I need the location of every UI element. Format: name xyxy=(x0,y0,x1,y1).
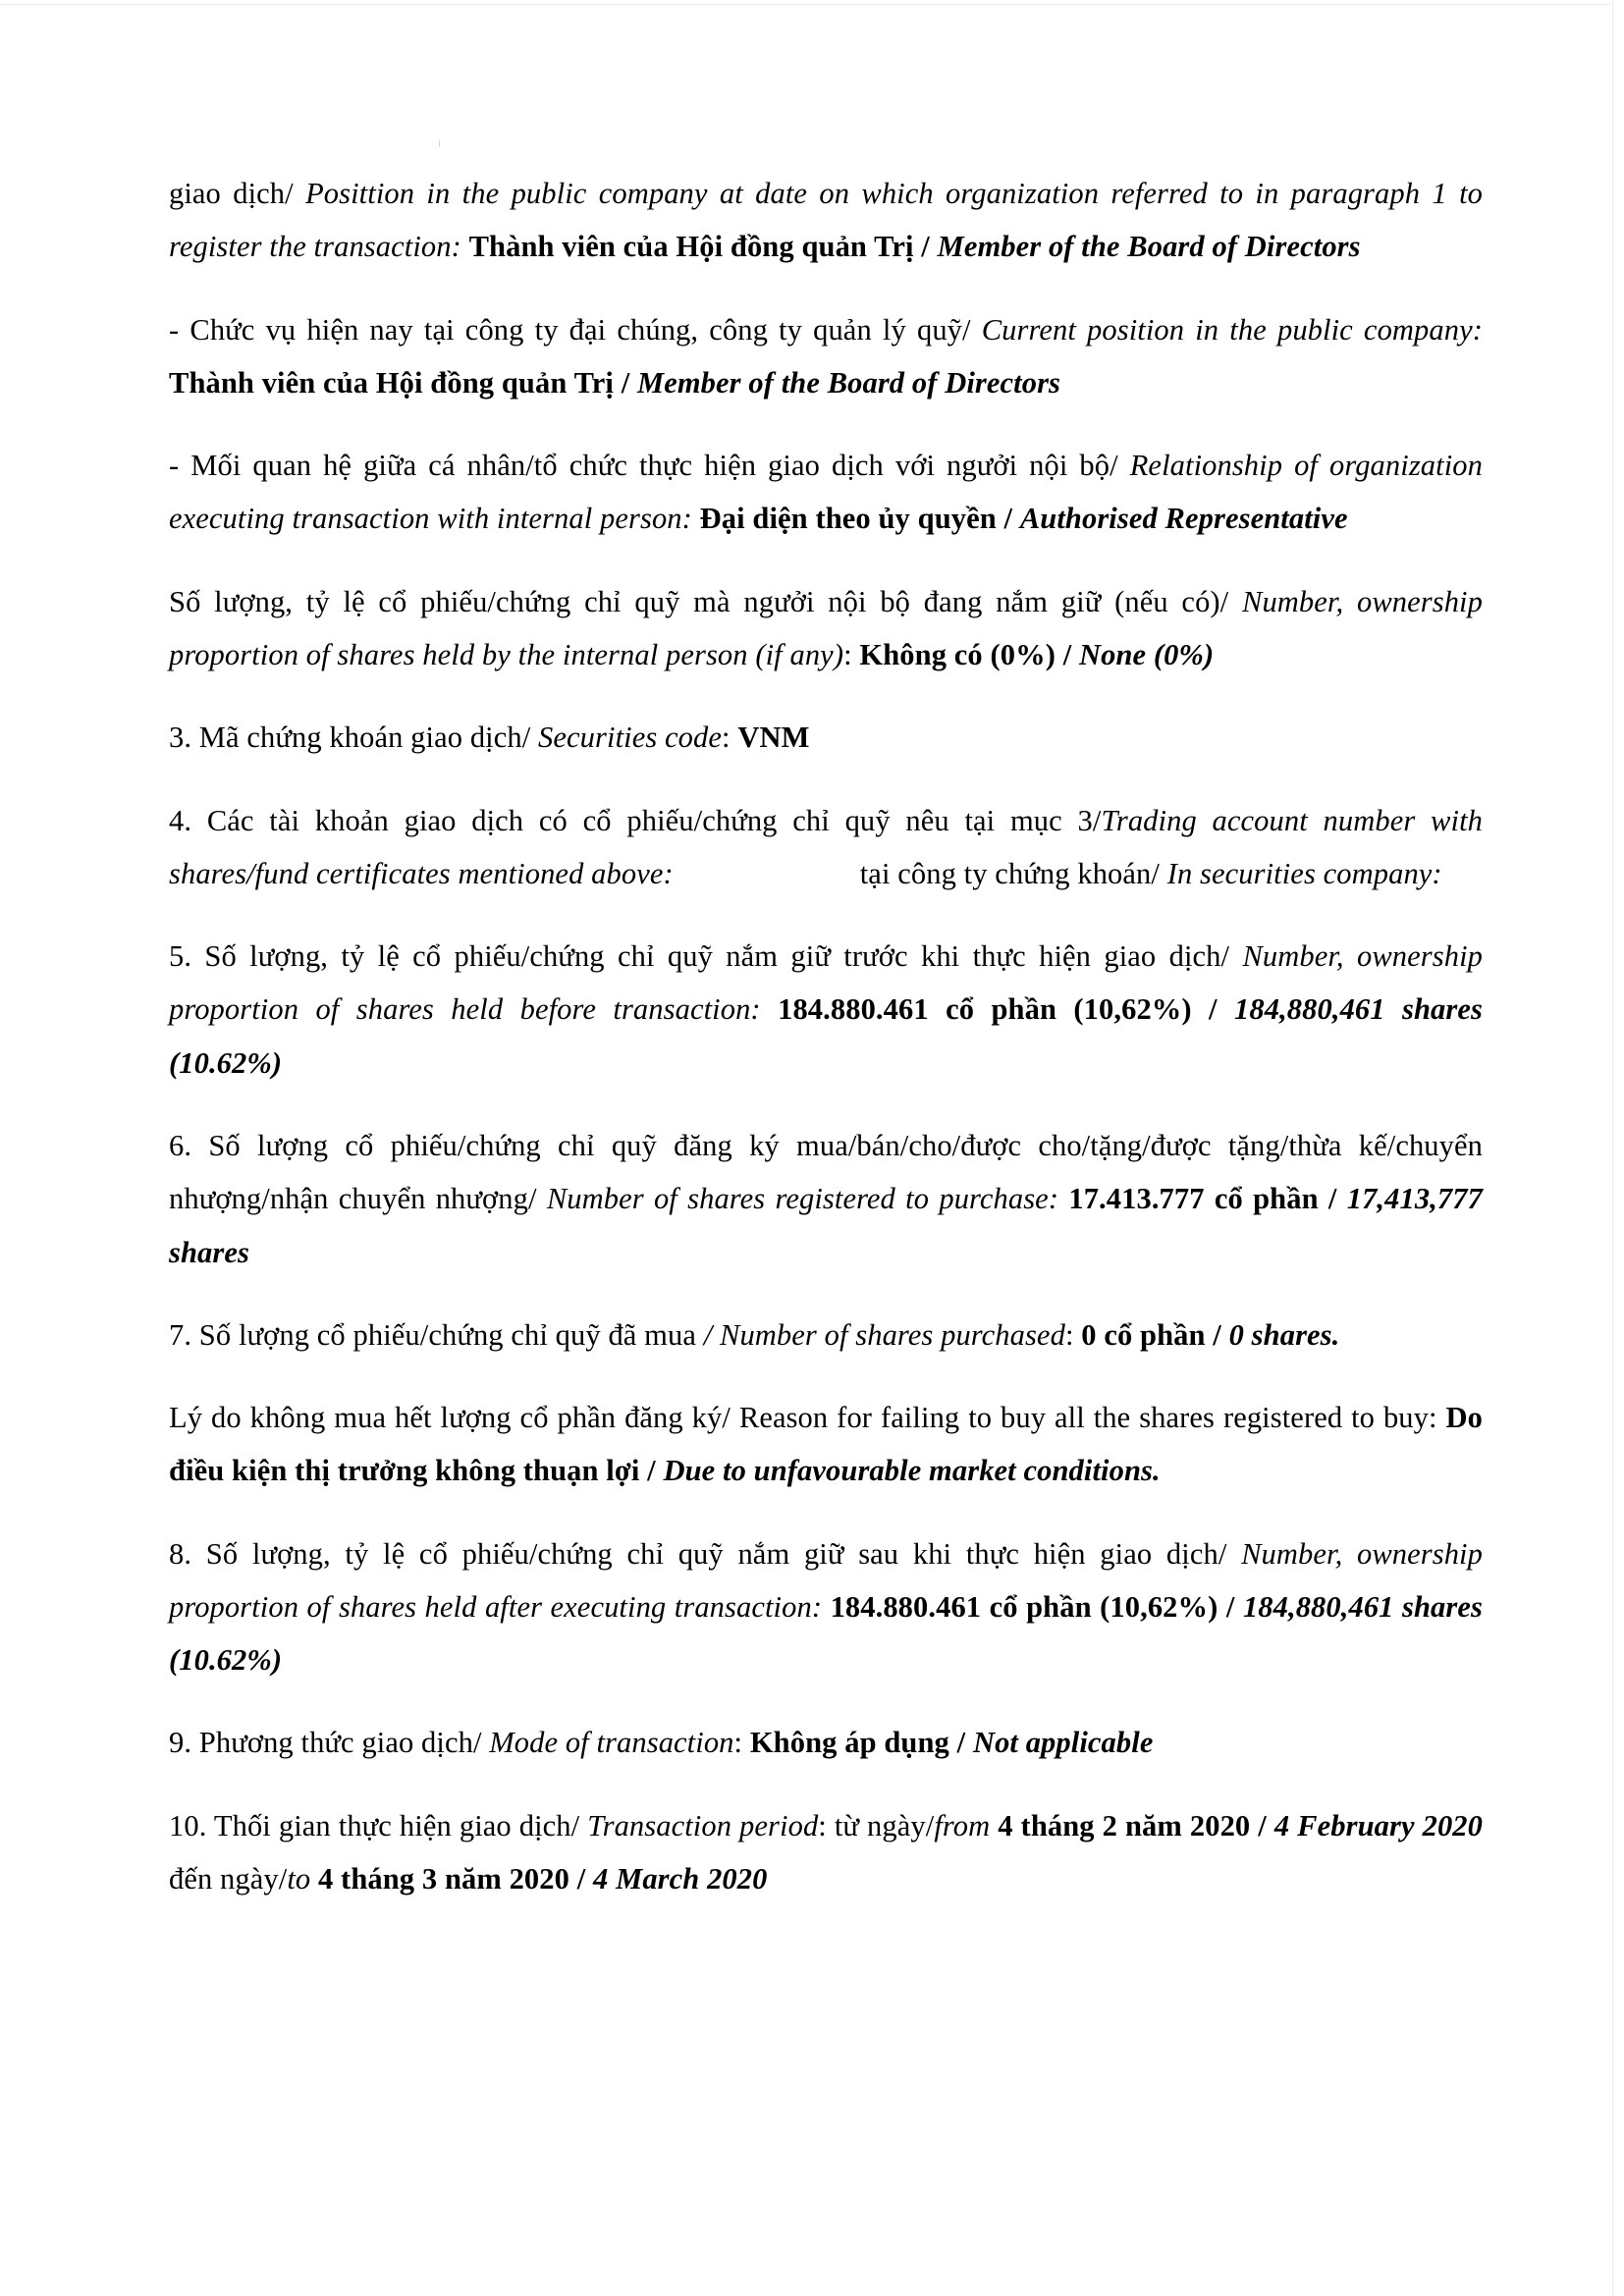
text-run: 4 tháng 3 năm 2020 xyxy=(317,1862,569,1896)
text-run: Không áp dụng xyxy=(749,1726,949,1760)
text-run: 17,413,777 shares xyxy=(169,1182,1483,1269)
paragraph-item-7-shares-purchased xyxy=(169,1308,1483,1362)
paragraph-current-position xyxy=(169,303,1483,410)
text-run: / xyxy=(913,230,938,264)
text-run: Thành viên của Hội đồng quản Trị xyxy=(169,365,614,400)
text-run: / xyxy=(1055,637,1079,671)
paragraph-item-10-transaction-period xyxy=(169,1799,1483,1906)
text-run: / xyxy=(1318,1182,1347,1216)
paragraph-relationship-with-internal-person xyxy=(169,439,1483,546)
paragraph-item-8-shares-after-transaction xyxy=(169,1527,1483,1687)
text-run: 184.880.461 cổ phần (10,62%) xyxy=(830,1589,1218,1624)
text-run: - Chức vụ hiện nay tại công ty đại chúng, công ty quản lý quỹ/ xyxy=(169,312,982,347)
text-run: 0 shares. xyxy=(1228,1317,1340,1352)
text-run: 17.413.777 cổ phần xyxy=(1068,1182,1319,1216)
text-run: from xyxy=(934,1808,999,1842)
text-run: Mode of transaction xyxy=(489,1726,734,1760)
text-run: Number, ownership proportion of shares held before transaction: xyxy=(169,939,1483,1027)
paragraph-position-at-registration-date xyxy=(169,167,1483,274)
text-run: / xyxy=(1250,1808,1274,1842)
scan-edge-artifact-right xyxy=(1612,0,1613,2296)
text-run: Đại diện theo ủy quyền xyxy=(699,502,997,536)
text-run: Thành viên của Hội đồng quản Trị xyxy=(468,230,914,264)
text-run: Current position in the public company: xyxy=(981,312,1483,347)
document-body xyxy=(169,167,1483,1905)
text-run: VNM xyxy=(737,721,810,755)
text-run: : xyxy=(843,637,860,671)
text-run: - Mối quan hệ giữa cá nhân/tổ chức thực hiện giao dịch với ngưởi nội bộ/ xyxy=(169,449,1130,483)
text-run: 5. Số lượng, tỷ lệ cổ phiếu/chứng chỉ quỹ nắm giữ trước khi thực hiện giao dịch/ xyxy=(169,939,1243,974)
text-run: Number of shares registered to purchase: xyxy=(546,1182,1069,1216)
text-run: Number, ownership proportion of shares held by the internal person (if any) xyxy=(169,584,1483,671)
text-run: 4 February 2020 xyxy=(1273,1808,1483,1842)
text-run: : từ ngày/ xyxy=(818,1808,935,1842)
text-run: Số lượng, tỷ lệ cổ phiếu/chứng chỉ quỹ mà ngưởi nội bộ đang nắm giữ (nếu có)/ xyxy=(169,584,1243,618)
text-run: Relationship of organization executing transaction with internal person: xyxy=(169,449,1483,536)
text-run: Transaction period xyxy=(587,1808,819,1842)
text-run: Trading account number with shares/fund certificates mentioned above: xyxy=(169,803,1483,890)
text-run: Due to unfavourable market conditions. xyxy=(663,1454,1161,1488)
paragraph-reason-for-not-buying-all xyxy=(169,1391,1483,1498)
text-run: : xyxy=(1064,1317,1082,1352)
text-run: Number, ownership proportion of shares held after executing transaction: xyxy=(169,1536,1483,1624)
text-run: : xyxy=(733,1726,750,1760)
text-run: Lý do không mua hết lượng cổ phần đăng ký/ xyxy=(169,1401,739,1435)
text-run: 7. Số lượng cổ phiếu/chứng chỉ quỹ đã mua xyxy=(169,1317,704,1352)
text-run: 4 tháng 2 năm 2020 xyxy=(998,1808,1251,1842)
paragraph-item-4-trading-account xyxy=(169,794,1483,901)
text-run: Securities code xyxy=(538,721,723,755)
trading-account-number-blank xyxy=(674,847,860,900)
text-run: Not applicable xyxy=(972,1726,1154,1760)
text-run: / xyxy=(639,1454,664,1488)
paragraph-item-3-securities-code xyxy=(169,711,1483,764)
text-run: / xyxy=(1205,1317,1229,1352)
text-run: 8. Số lượng, tỷ lệ cổ phiếu/chứng chỉ quỹ nắm giữ sau khi thực hiện giao dịch/ xyxy=(169,1536,1242,1571)
paragraph-shares-held-by-internal-person xyxy=(169,575,1483,682)
paragraph-item-9-mode-of-transaction xyxy=(169,1716,1483,1769)
text-run: Do điều kiện thị trưởng không thuạn lợi xyxy=(169,1401,1483,1488)
scan-edge-artifact-top xyxy=(0,4,1610,5)
text-run: / xyxy=(1191,992,1235,1027)
text-run: 4 March 2020 xyxy=(593,1862,768,1896)
text-run: tại công ty chứng khoán/ xyxy=(859,856,1167,890)
text-run: None (0%) xyxy=(1079,637,1215,671)
text-run: Authorised Representative xyxy=(1019,502,1348,536)
paragraph-item-5-shares-before-transaction xyxy=(169,930,1483,1090)
text-run: 4. Các tài khoản giao dịch có cổ phiếu/chứng chỉ quỹ nêu tại mục 3/ xyxy=(169,803,1102,837)
text-run: đến ngày/ xyxy=(169,1862,288,1896)
text-run: / xyxy=(569,1862,594,1896)
text-run: : xyxy=(722,721,738,755)
text-run: to xyxy=(287,1862,318,1896)
text-run: Member of the Board of Directors xyxy=(937,230,1361,264)
text-run: 10. Thối gian thực hiện giao dịch/ xyxy=(169,1808,588,1842)
text-run: Reason for failing to buy all the shares registered to buy: xyxy=(738,1401,1446,1435)
text-run: giao dịch/ xyxy=(169,177,306,210)
text-run: 6. Số lượng cổ phiếu/chứng chỉ quỹ đăng ký mua/bán/cho/được cho/tặng/được tặng/thừa kế/chuyển nhượng/nhận chuyển nhượng/ xyxy=(169,1128,1483,1216)
text-run: / xyxy=(996,502,1020,536)
scan-speck-artifact xyxy=(439,140,440,147)
text-run: / xyxy=(1218,1589,1243,1624)
text-run: / xyxy=(948,1726,973,1760)
text-run: 3. Mã chứng khoán giao dịch/ xyxy=(169,721,539,755)
text-run: In securities company: xyxy=(1166,856,1442,890)
text-run: / Number of shares purchased xyxy=(703,1317,1065,1352)
text-run: / xyxy=(613,365,637,400)
paragraph-item-6-shares-registered xyxy=(169,1119,1483,1279)
text-run: 184,880,461 shares (10.62%) xyxy=(169,1589,1483,1678)
text-run: Không có (0%) xyxy=(859,637,1056,671)
text-run: 0 cổ phần xyxy=(1081,1317,1206,1352)
text-run: 184,880,461 shares (10.62%) xyxy=(169,992,1483,1080)
text-run: 9. Phương thức giao dịch/ xyxy=(169,1726,490,1760)
text-run: 184.880.461 cổ phần (10,62%) xyxy=(778,992,1192,1027)
text-run: Posittion in the public company at date on which organization referred to in paragraph 1 to register the transaction: xyxy=(169,177,1483,264)
text-run: Member of the Board of Directors xyxy=(637,365,1061,400)
